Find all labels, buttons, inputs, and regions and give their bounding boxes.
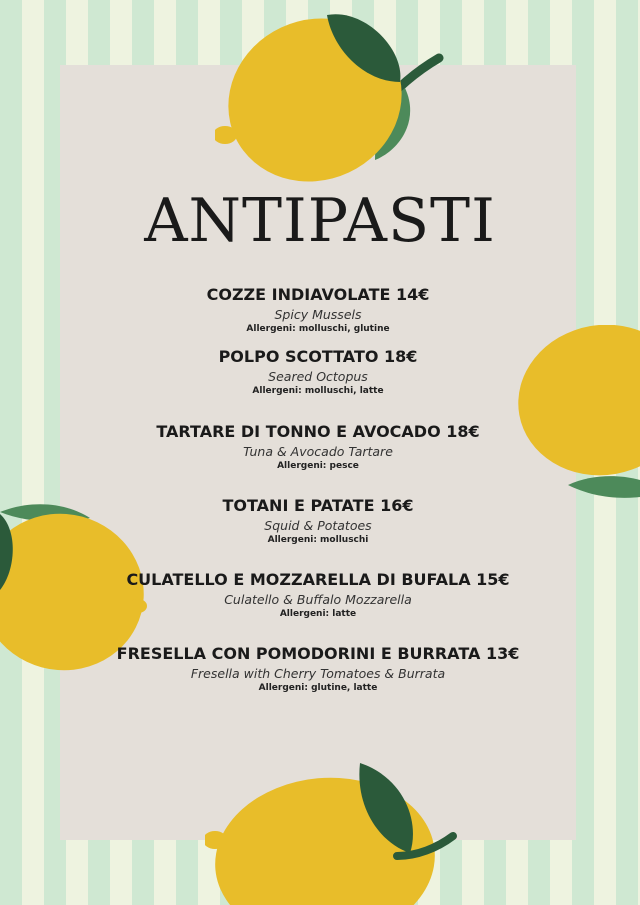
lemon-bottom-illustration [205,758,465,905]
item-translation: Fresella with Cherry Tomatoes & Burrata [190,666,446,681]
menu-item [60,569,576,621]
menu-item [60,421,576,473]
menu-item [60,643,576,695]
item-allergens: Allergeni: molluschi, glutine [246,324,390,334]
menu-title: ANTIPASTI [144,186,496,256]
item-translation: Squid & Potatoes [264,518,372,533]
item-translation: Culatello & Buffalo Mozzarella [224,592,412,607]
item-name: TARTARE DI TONNO E AVOCADO 18€ [156,422,480,441]
item-allergens: Allergeni: glutine, latte [258,683,378,693]
item-name: TOTANI E PATATE 16€ [222,496,414,515]
lemon-top-illustration [215,10,450,190]
item-allergens: Allergeni: molluschi [267,535,369,545]
item-name: FRESELLA CON POMODORINI E BURRATA 13€ [116,644,520,663]
item-allergens: Allergeni: pesce [277,461,359,471]
item-name: COZZE INDIAVOLATE 14€ [206,285,430,304]
item-translation: Seared Octopus [268,369,368,384]
menu-item [60,495,576,547]
menu-item [60,346,576,398]
item-allergens: Allergeni: molluschi, latte [252,386,384,396]
menu-item [60,284,576,336]
item-name: POLPO SCOTTATO 18€ [218,347,418,366]
item-name: CULATELLO E MOZZARELLA DI BUFALA 15€ [126,570,510,589]
item-translation: Tuna & Avocado Tartare [243,444,393,459]
item-allergens: Allergeni: latte [279,609,357,619]
item-translation: Spicy Mussels [274,307,362,322]
